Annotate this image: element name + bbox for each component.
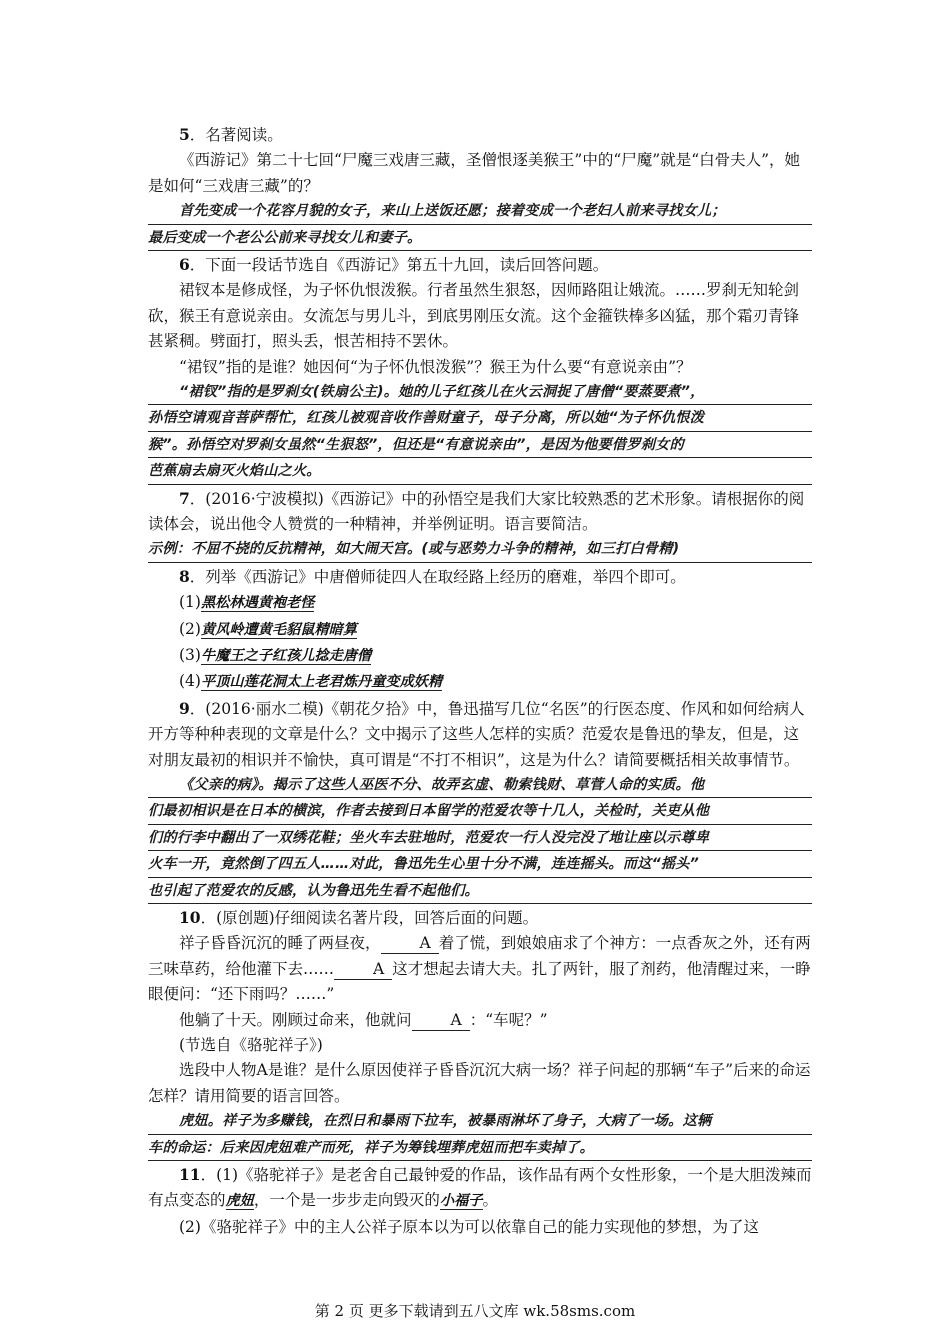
answer-text: 虎妞 <box>225 1193 254 1210</box>
question-6-answer <box>148 380 812 485</box>
question-10-passage-1: 祥子昏昏沉沉的睡了两昼夜， A 着了慌，到娘娘庙求了个神方：一点香灰之外，还有两三味草药，给他灌下去…… A 这才想起去请大夫。扎了两针，服了剂药，他清醒过来，一睁眼便问：“还下雨吗？……” <box>148 934 811 1004</box>
question-11-part-1: 11．(1)《骆驼祥子》是老舍自己最钟爱的作品，该作品有两个女性形象，一个是大胆泼辣而有点变态的虎妞，一个是一步步走向毁灭的小福子。 <box>148 1165 812 1210</box>
answer-line: “裙钗”指的是罗刹女(铁扇公主)。她的儿子红孩儿在火云洞捉了唐僧“要蒸要煮”， <box>148 380 812 405</box>
question-9-title: 9．(2016·丽水二模)《朝花夕拾》中，鲁迅描写几位“名医”的行医态度、作风和如何给病人开方等种种表现的文章是什么？文中揭示了这些人怎样的实质？范爱农是鲁迅的挚友，但是，这对朋友最初的相识并不愉快，真可谓是“不打不相识”，这是为什么？请简要概括相关故事情节。 <box>148 698 805 769</box>
question-7-answer <box>148 537 812 562</box>
answer-line: 最后变成一个老公公前来寻找女儿和妻子。 <box>148 226 812 251</box>
question-8-item: (4)平顶山莲花洞太上老君炼丹童变成妖精 <box>179 672 443 691</box>
question-8-item: (1)黑松林遇黄袍老怪 <box>179 593 315 612</box>
answer-text: 小福子 <box>439 1193 483 1210</box>
answer-line: 们的行李中翻出了一双绣花鞋；坐火车去驻地时，范爱农一行人没完没了地让座以示尊卑 <box>148 826 812 851</box>
answer-line: 芭蕉扇去扇灭火焰山之火。 <box>148 459 812 484</box>
question-5-body: 《西游记》第二十七回“尸魔三戏唐三藏，圣僧恨逐美猴王”中的“尸魔”就是“白骨夫人”，她是如何“三戏唐三藏”的？ <box>148 151 801 195</box>
question-number: 5 <box>179 125 190 144</box>
question-11-part-2: (2)《骆驼祥子》中的主人公祥子原本以为可以依靠自己的能力实现他的梦想，为了这 <box>179 1217 759 1236</box>
page-footer: 第 2 页 更多下载请到五八文库 wk.58sms.com <box>314 1302 636 1320</box>
question-number: 11 <box>179 1165 201 1185</box>
answer-line: 《父亲的病》。揭示了这些人巫医不分、故弄玄虚、勒索钱财、草菅人命的实质。他 <box>148 773 812 798</box>
question-5-answer <box>148 199 812 251</box>
answer-line: 示例：不屈不挠的反抗精神，如大闹天宫。(或与恶势力斗争的精神，如三打白骨精) <box>148 537 812 562</box>
question-8-item: (2)黄风岭遭黄毛貂鼠精暗算 <box>179 619 358 638</box>
answer-text: 牛魔王之子红孩儿捻走唐僧 <box>200 648 372 665</box>
answer-line: 首先变成一个花容月貌的女子，来山上送饭还愿；接着变成一个老妇人前来寻找女儿； <box>148 199 812 224</box>
answer-text: 黄风岭遭黄毛貂鼠精暗算 <box>200 621 358 638</box>
question-5-title: 5．名著阅读。 <box>179 125 283 144</box>
answer-text: 平顶山莲花洞太上老君炼丹童变成妖精 <box>200 674 443 691</box>
blank-a: A <box>412 1010 470 1031</box>
question-10-passage-2: 他躺了十天。刚顾过命来，他就问 A ：“车呢？” <box>179 1010 548 1029</box>
answer-line: 虎妞。祥子为多赚钱，在烈日和暴雨下拉车，被暴雨淋坏了身子，大病了一场。这辆 <box>148 1109 812 1134</box>
question-10-question: 选段中人物A是谁？是什么原因使祥子昏昏沉沉大病一场？祥子问起的那辆“车子”后来的命运怎样？请用简要的语言回答。 <box>148 1061 811 1105</box>
question-6-question: “裙钗”指的是谁？她因何“为子怀仇恨泼猴”？猴王为什么要“有意说亲由”？ <box>179 357 692 376</box>
answer-line: 火车一开，竟然倒了四五人……对此，鲁迅先生心里十分不满，连连摇头。而这“摇头” <box>148 852 812 877</box>
question-6-passage: 裙钗本是修成怪，为子怀仇恨泼猴。行者虽然生狠怒，因师路阻让娥流。……罗刹无知轮剑砍，猴王有意说亲由。女流怎与男儿斗，到底男刚压女流。这个金箍铁棒多凶猛，那个霜刃青锋甚紧稠。劈面打，照头丢，恨苦相持不罢休。 <box>148 281 800 351</box>
answer-line: 们最初相识是在日本的横滨，作者去接到日本留学的范爱农等十几人，关检时，关吏从他 <box>148 799 812 824</box>
question-8-item: (3)牛魔王之子红孩儿捻走唐僧 <box>179 646 372 665</box>
answer-text: 黑松林遇黄袍老怪 <box>200 595 315 612</box>
question-number: 6 <box>179 255 190 274</box>
answer-line: 车的命运：后来因虎妞难产而死，祥子为筹钱埋葬虎妞而把车卖掉了。 <box>148 1136 812 1161</box>
question-9-answer <box>148 773 812 904</box>
question-number: 9 <box>179 698 190 718</box>
page-content <box>148 122 812 1240</box>
blank-a: A <box>381 933 439 954</box>
question-6-title: 6．下面一段话节选自《西游记》第五十九回，读后回答问题。 <box>179 255 609 274</box>
blank-a: A <box>334 959 392 980</box>
answer-line: 猴”。孙悟空对罗刹女虽然“生狠怒”，但还是“有意说亲由”，是因为他要借罗刹女的 <box>148 433 812 458</box>
question-number: 7 <box>179 488 190 508</box>
answer-line: 孙悟空请观音菩萨帮忙，红孩儿被观音收作善财童子，母子分离，所以她“为子怀仇恨泼 <box>148 406 812 431</box>
question-10-answer <box>148 1109 812 1161</box>
question-10-title: 10．(原创题)仔细阅读名著片段，回答后面的问题。 <box>179 908 539 927</box>
question-7-title: 7．(2016·宁波模拟)《西游记》中的孙悟空是我们大家比较熟悉的艺术形象。请根据你的阅读体会，说出他令人赞赏的一种精神，并举例证明。语言要简洁。 <box>148 488 805 533</box>
question-10-source: (节选自《骆驼祥子》) <box>179 1036 323 1055</box>
question-number: 10 <box>179 908 201 927</box>
answer-line: 也引起了范爱农的反感，认为鲁迅先生看不起他们。 <box>148 879 812 904</box>
question-8-title: 8．列举《西游记》中唐僧师徒四人在取经路上经历的磨难，举四个即可。 <box>179 566 686 586</box>
question-number: 8 <box>179 566 190 586</box>
